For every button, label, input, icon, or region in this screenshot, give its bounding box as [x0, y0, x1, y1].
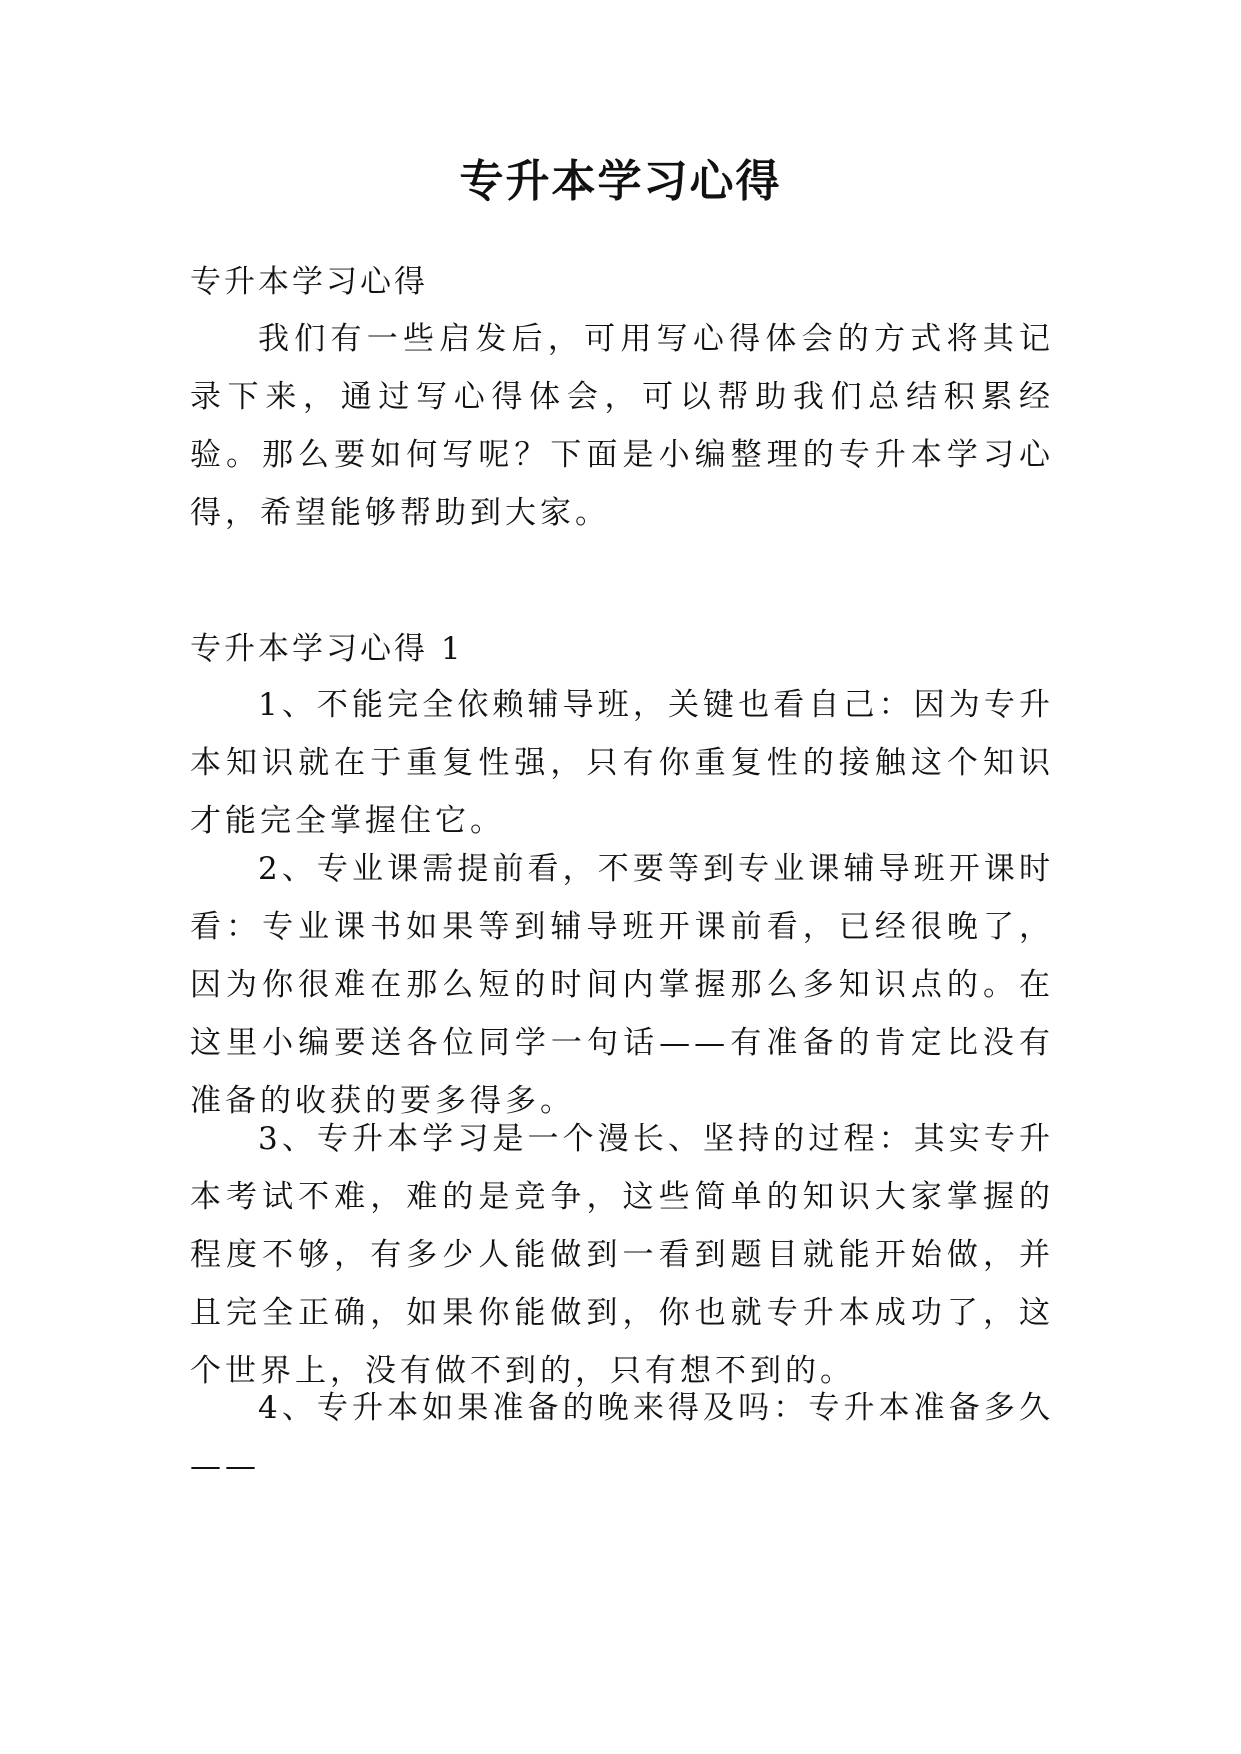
intro-paragraph: 我们有一些启发后，可用写心得体会的方式将其记录下来，通过写心得体会，可以帮助我们总结积累经验。那么要如何写呢？下面是小编整理的专升本学习心得，希望能够帮助到大家。 — [190, 321, 1054, 531]
paragraph-2: 2、专业课需提前看，不要等到专业课辅导班开课时看：专业课书如果等到辅导班开课前看，已经很晚了，因为你很难在那么短的时间内掌握那么多知识点的。在这里小编要送各位同学一句话——有准备的肯定比没有准备的收获的要多得多。 — [190, 851, 1054, 1119]
document-title: 专升本学习心得 — [459, 156, 782, 207]
section-heading: 专升本学习心得 1 — [190, 631, 464, 667]
paragraph-3: 3、专升本学习是一个漫长、坚持的过程：其实专升本考试不难，难的是竞争，这些简单的知识大家掌握的程度不够，有多少人能做到一看到题目就能开始做，并且完全正确，如果你能做到，你也就专升本成功了，这个世界上，没有做不到的，只有想不到的。 — [190, 1121, 1054, 1389]
paragraph-1: 1、不能完全依赖辅导班，关键也看自己：因为专升本知识就在于重复性强，只有你重复性的接触这个知识才能完全掌握住它。 — [190, 687, 1054, 839]
subtitle: 专升本学习心得 — [190, 264, 428, 300]
paragraph-4: 4、专升本如果准备的晚来得及吗：专升本准备多久—— — [190, 1390, 1054, 1484]
